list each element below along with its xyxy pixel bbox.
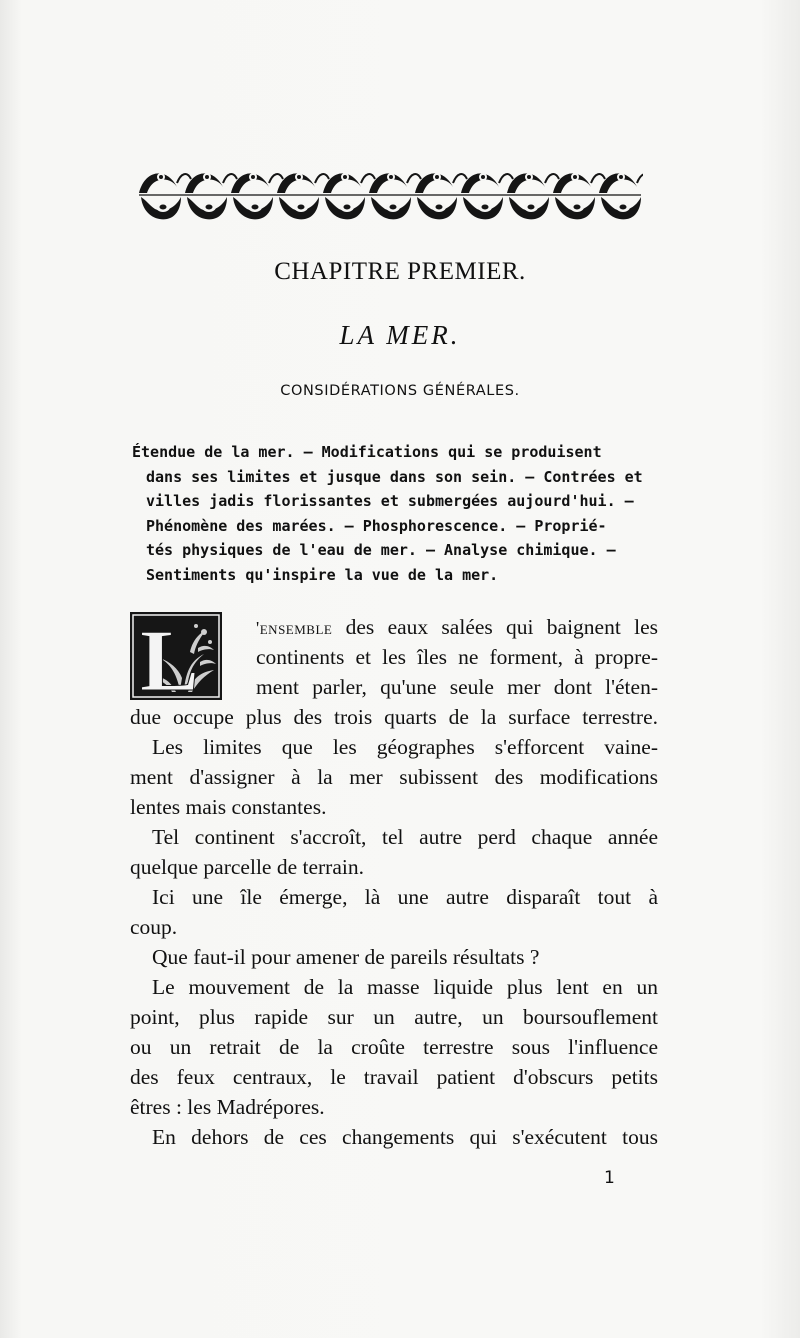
body-text [130, 612, 658, 1152]
body-line: lentes mais constantes. [130, 795, 327, 819]
ornament-band [137, 165, 643, 223]
chapter-title: LA MER. [339, 320, 461, 350]
summary-line: tés physiques de l'eau de mer. — Analyse chimique. — [146, 541, 616, 559]
first-word: 'ensemble [256, 618, 333, 638]
body-line: 'ensemble des eaux salées qui baignent les [256, 615, 658, 639]
body-line: Tel continent s'accroît, tel autre perd chaque année [152, 825, 658, 849]
body-line: quelque parcelle de terrain. [130, 855, 364, 879]
body-line: point, plus rapide sur un autre, un boursouflement [130, 1005, 658, 1029]
chapter-heading: CHAPITRE PREMIER. [274, 258, 526, 285]
summary-line: Étendue de la mer. — Modifications qui se produisent [132, 443, 602, 461]
body-line: Le mouvement de la masse liquide plus lent en un [152, 975, 658, 999]
body-line: Que faut-il pour amener de pareils résultats ? [152, 945, 540, 969]
summary-line: dans ses limites et jusque dans son sein. — Contrées et [146, 467, 643, 486]
page-number: 1 [604, 1168, 615, 1188]
body-line: des feux centraux, le travail patient d'obscurs petits [130, 1065, 658, 1089]
chapter-summary [132, 440, 658, 587]
body-line: due occupe plus des trois quarts de la surface terrestre. [130, 705, 658, 729]
summary-line: villes jadis florissantes et submergées aujourd'hui. — [146, 492, 634, 510]
body-line: ment d'assigner à la mer subissent des modifications [130, 765, 658, 789]
body-line: êtres : les Madrépores. [130, 1095, 325, 1119]
body-line: coup. [130, 915, 178, 939]
body-line: Les limites que les géographes s'efforcent vaine- [152, 735, 658, 759]
summary-line: Sentiments qu'inspire la vue de la mer. [146, 565, 499, 584]
body-line: continents et les îles ne forment, à propre- [256, 645, 658, 669]
body-line: Ici une île émerge, là une autre disparaît tout à [152, 885, 658, 909]
body-line: ment parler, qu'une seule mer dont l'éten- [256, 675, 658, 699]
body-line: ou un retrait de la croûte terrestre sous l'influence [130, 1035, 658, 1059]
summary-line: Phénomène des marées. — Phosphorescence. — Proprié- [146, 516, 607, 535]
body-line: En dehors de ces changements qui s'exécutent tous [152, 1125, 658, 1149]
chapter-subtitle: CONSIDÉRATIONS GÉNÉRALES. [280, 383, 520, 399]
dropcap-letter: L [140, 613, 199, 700]
